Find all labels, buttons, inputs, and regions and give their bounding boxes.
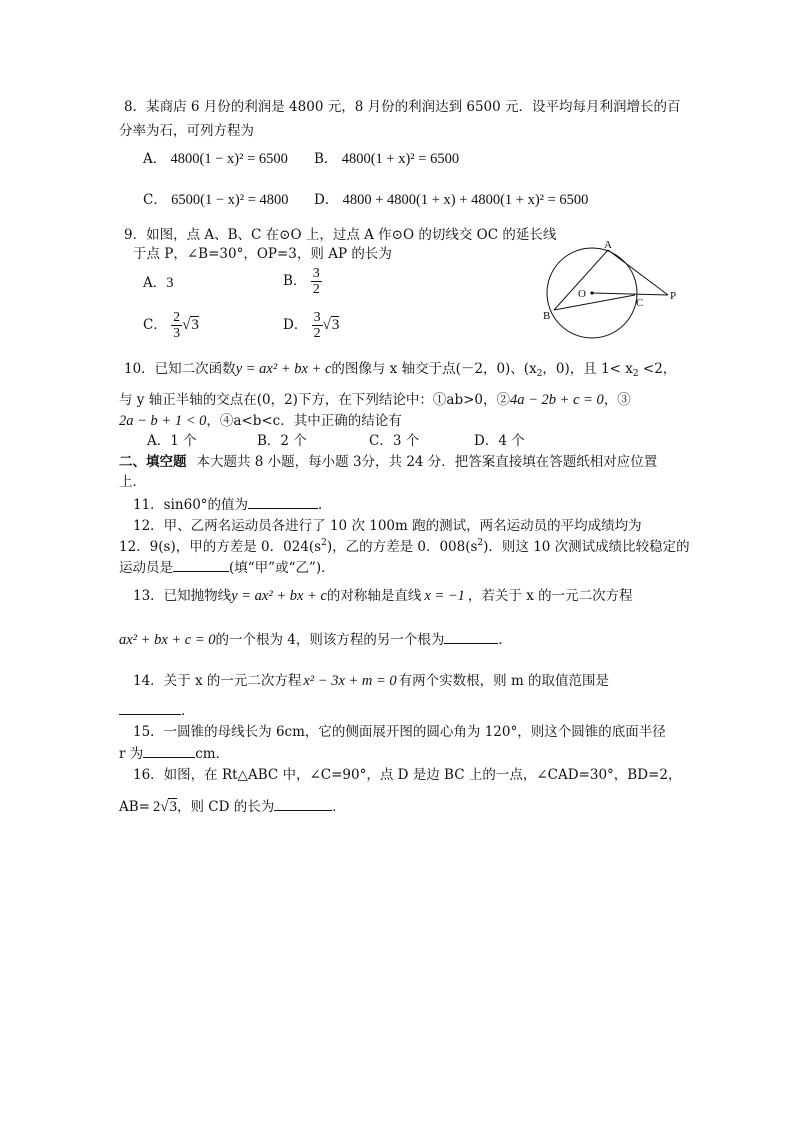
q9-option-d-den: 2 [313, 326, 321, 341]
q10-line3-expr: 2a − b + 1 < 0 [119, 413, 207, 429]
q14-end: ． [181, 703, 195, 719]
q9-option-d-label: D． [283, 317, 308, 333]
q16-line2-a: AB= [119, 799, 150, 815]
q14-answer-blank[interactable] [119, 701, 181, 715]
q9-option-d-sqrt: √3 [322, 317, 340, 333]
q10-line1 [124, 360, 676, 378]
q10-option-d: D．4 个 [474, 433, 525, 449]
label-o: O [578, 288, 586, 300]
q12-line2-sup1: 2 [321, 538, 327, 548]
q9-line2: 于点 P，∠B=30°，OP=3，则 AP 的长为 [133, 246, 392, 262]
q8-line2: 分率为石，可列方程为 [119, 123, 254, 139]
q10-line1-expr: y = ax² + bx + c [235, 361, 332, 377]
q9-option-d-radicand: 3 [331, 317, 340, 333]
q9-option-c-sqrt: √3 [182, 317, 199, 333]
q13-line1 [133, 587, 633, 605]
q8-option-a-expr: 4800(1 − x)² = 6500 [170, 151, 288, 167]
q16-line2-b: ，则 CD 的长为 [176, 799, 275, 815]
q9-figure [540, 238, 690, 348]
q10-line3-a: ，④a<b<c．其中正确的结论有 [206, 413, 402, 429]
q16-line2-c: ． [332, 799, 346, 815]
q14-line2 [119, 701, 195, 720]
q10-line2-a: 与 y 轴正半轴的交点在(0，2)下方，在下列结论中：①ab>0，② [119, 392, 511, 408]
q11-end: ． [318, 497, 332, 513]
q12-line2 [119, 538, 690, 556]
q10-line1-sub: 2 [536, 369, 543, 379]
q11-text: 11．sin60°的值为 [133, 497, 249, 513]
section2-desc: 本大题共 8 小题，每小题 3分，共 24 分．把答案直接填在答题纸相对应位置 [196, 454, 658, 470]
q15-line2-b: cm． [195, 746, 230, 762]
q10-line2 [119, 391, 631, 409]
q12-answer-blank[interactable] [173, 558, 229, 572]
q9-option-a-value: 3 [166, 275, 174, 291]
q9-option-d [283, 310, 339, 341]
q8-option-d-expr: 4800 + 4800(1 + x) + 4800(1 + x)² = 6500 [342, 192, 589, 208]
q10-line1-a: 10．已知二次函数 [124, 361, 236, 377]
q12-line2-a: 12．9(s)，甲的方差是 0．024(s [119, 539, 322, 555]
q9-option-d-num: 3 [313, 310, 321, 325]
q14-line1 [133, 672, 609, 690]
q15-answer-blank[interactable] [143, 744, 195, 758]
q9-option-c-fraction [171, 310, 182, 341]
q9-line1: 9．如图，点 A、B、C 在⊙O 上，过点 A 作⊙O 的切线交 OC 的延长线 [124, 227, 557, 243]
q15-line2 [119, 744, 229, 763]
center-point-o [590, 291, 593, 294]
q11 [133, 495, 332, 514]
q8-option-c [143, 191, 289, 209]
q9-option-c [143, 310, 199, 341]
q12-line1: 12．甲、乙两名运动员各进行了 10 次 100m 跑的测试，两名运动员的平均成绩均为 [133, 518, 642, 534]
q10-line2-b: ，③ [603, 392, 631, 408]
q16-line1: 16．如图，在 Rt△ABC 中，∠C=90°，点 D 是边 BC 上的一点，∠CAD=30°，BD=2， [133, 767, 682, 783]
q10-line1-b: 的图像与 x 轴交于点(－2，0)、(x [331, 361, 537, 377]
q9-option-b-fraction [311, 266, 322, 297]
q12-line3-b: (填“甲”或“乙”)． [229, 560, 335, 576]
label-a: A [604, 239, 612, 251]
q13-line1-a: 13．已知抛物线 [133, 588, 232, 604]
segment-bc [554, 295, 635, 310]
label-b: B [543, 310, 551, 322]
q16-line2-sqrt: √3 [160, 799, 177, 815]
q8-option-b-label: B． [314, 151, 338, 167]
q13-answer-blank[interactable] [444, 630, 498, 644]
q14-line1-expr: x² − 3x + m = 0 [303, 673, 397, 689]
q8-option-d-label: D． [314, 192, 339, 208]
section2-header [119, 453, 657, 471]
section2-desc2: 上． [119, 474, 146, 490]
q14-line1-b: 有两个实数根，则 m 的取值范围是 [398, 673, 610, 689]
label-p: P [670, 290, 677, 302]
q13-line2-expr: ax² + bx + c = 0 [119, 632, 216, 648]
q10-line1-d: <2， [638, 361, 677, 377]
q14-line1-a: 14．关于 x 的一元二次方程 [133, 673, 302, 689]
section2-title: 二、填空题 [119, 454, 187, 470]
q9-option-b [283, 266, 322, 297]
q15-line2-a: r 为 [119, 746, 144, 762]
q9-option-a-label: A． [143, 275, 167, 291]
q13-line1-b: 的对称轴是直线 [326, 588, 422, 604]
q9-option-b-num: 3 [312, 266, 320, 281]
q10-line1-sub2: 2 [632, 369, 639, 379]
q15-line1: 15．一圆锥的母线长为 6cm，它的侧面展开图的圆心角为 120°，则这个圆锥的底面半径 [133, 724, 666, 740]
q13-line2-a: 的一个根为 4，则该方程的另一个根为 [215, 632, 445, 648]
q9-option-c-den: 3 [173, 326, 181, 341]
q13-line2-b: ． [498, 632, 512, 648]
q16-line2 [119, 797, 346, 816]
q10-line1-c: ，0)，且 1< x [542, 361, 633, 377]
q9-option-c-radicand: 3 [191, 317, 199, 333]
q9-option-c-label: C． [143, 317, 167, 333]
q12-line2-c: )．则这 10 次测试成绩比较稳定的 [483, 539, 690, 555]
q9-option-d-fraction [312, 310, 323, 341]
q8-option-b [314, 150, 459, 168]
q12-line3-a: 运动员是 [119, 560, 173, 576]
q8-line1: 8．某商店 6 月份的利润是 4800 元，8 月份的利润达到 6500 元．设平均每月利润增长的百 [124, 99, 681, 115]
q12-line2-b: )，乙的方差是 0．008(s [326, 539, 478, 555]
q11-answer-blank[interactable] [248, 495, 318, 509]
q8-option-a-label: A． [143, 151, 167, 167]
q16-answer-blank[interactable] [274, 797, 332, 811]
q10-option-c: C．3 个 [369, 433, 420, 449]
q10-option-b: B．2 个 [257, 433, 307, 449]
q10-option-a: A．1 个 [147, 433, 197, 449]
tangent-ap [608, 250, 668, 295]
segment-op [592, 293, 668, 295]
q13-line1-c: ，若关于 x 的一元二次方程 [467, 588, 633, 604]
q12-line3 [119, 558, 335, 577]
q10-line2-expr: 4a − 2b + c = 0 [510, 392, 604, 408]
q16-line2-radicand: 3 [169, 799, 177, 815]
q8-option-a [143, 150, 288, 168]
q9-option-a [143, 274, 174, 292]
q8-option-c-expr: 6500(1 − x)² = 4800 [171, 192, 289, 208]
q13-line1-expr: y = ax² + bx + c [231, 588, 327, 604]
q13-line1-expr2: x = −1 [424, 588, 465, 604]
q10-line3 [119, 412, 402, 430]
q8-option-d [314, 191, 588, 209]
q9-option-c-num: 2 [173, 310, 181, 325]
q12-line2-sup2: 2 [477, 538, 484, 548]
q9-option-b-den: 2 [312, 282, 320, 297]
q9-option-b-label: B． [283, 273, 307, 289]
q13-line2 [119, 630, 512, 649]
label-c: C [636, 297, 644, 309]
q8-option-c-label: C． [143, 192, 167, 208]
q8-option-b-expr: 4800(1 + x)² = 6500 [341, 151, 460, 167]
q16-line2-coef: 2 [152, 799, 161, 815]
